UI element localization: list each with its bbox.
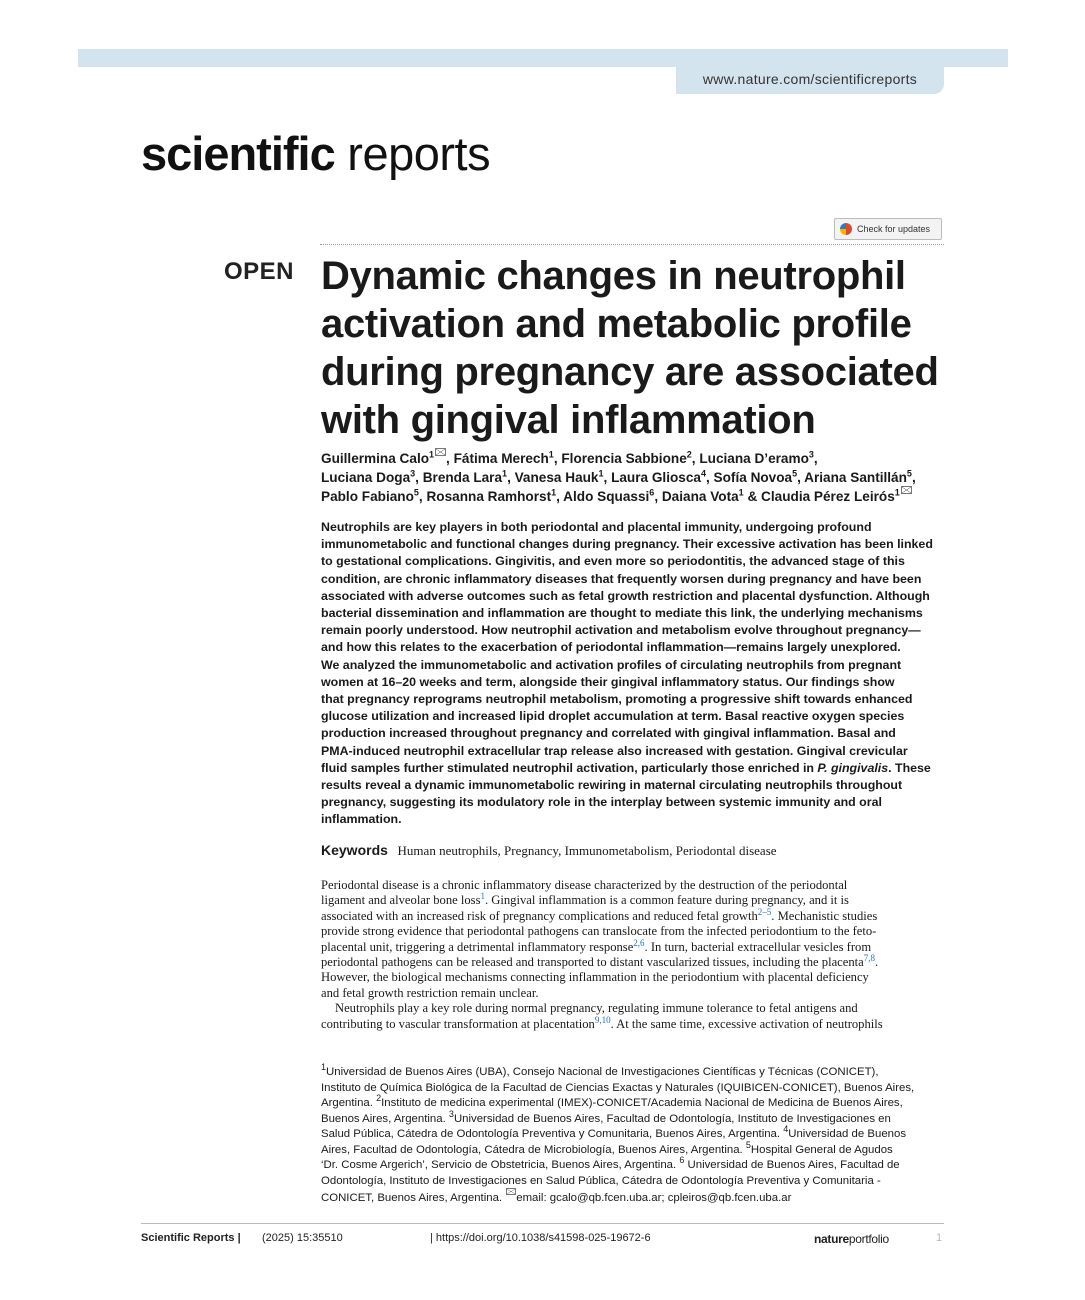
journal-logo[interactable]	[141, 124, 490, 184]
text-line: Aires, Facultad de Odontología, Cátedra de Microbiología, Buenos Aires, Argentina. $^5$Hospital General de Agudos	[321, 1139, 893, 1156]
text-line: to gestational complications. Gingivitis, and even more so periodontitis, the advanced stage of this	[321, 554, 905, 569]
brand-bold: nature	[814, 1232, 849, 1246]
superscript-ref[interactable]: 1	[738, 487, 744, 498]
superscript-ref[interactable]: 3	[410, 468, 416, 479]
body-text	[321, 878, 945, 1032]
text-line: results reveal a dynamic immunometabolic rewiring in maternal circulating neutrophils throughout	[321, 778, 903, 793]
superscript-ref[interactable]: 6	[649, 487, 655, 498]
superscript-ref[interactable]: 1	[551, 487, 557, 498]
envelope-icon[interactable]	[435, 448, 446, 456]
author-list	[321, 449, 951, 506]
superscript-ref[interactable]: 1	[502, 468, 508, 479]
superscript-ref[interactable]: 1	[598, 468, 604, 479]
italic-text: P. gingivalis	[817, 760, 889, 775]
text-line: and how this relates to the exacerbation of periodontal inflammation—remains largely unexplored.	[321, 640, 901, 655]
footer-doi-link[interactable]: | https://doi.org/10.1038/s41598-025-19672-6	[430, 1232, 651, 1244]
check-for-updates-label: Check for updates	[857, 224, 931, 234]
text-line: associated with adverse outcomes such as fetal growth restriction and placental dysfunction. Although	[321, 588, 930, 603]
superscript-ref[interactable]: 5	[792, 468, 798, 479]
text-line: placental unit, triggering a detrimental inflammatory response$^{2,6}$. In turn, bacterial extracellular vesicles from	[321, 937, 872, 954]
crossmark-icon	[840, 223, 852, 235]
article-title: Dynamic changes in neutrophil activation and metabolic profile during pregnancy are associated with gingival inflammation	[321, 254, 939, 442]
text-line: Pablo Fabiano$^5$, Rosanna Ramhorst$^1$, Aldo Squassi$^6$, Daiana Vota$^1$ & Claudia Pérez Leirós$^1$	[321, 487, 951, 506]
superscript-ref[interactable]: 5	[906, 468, 912, 479]
text-line: Odontología, Instituto de Investigaciones en Salud Pública, Cátedra de Odontología Preventiva y Comunitaria -	[321, 1174, 881, 1187]
text-line: Buenos Aires, Argentina. $^3$Universidad de Buenos Aires, Facultad de Odontología, Instituto de Investigaciones en	[321, 1108, 891, 1125]
text-line: Periodontal disease is a chronic inflammatory disease characterized by the destruction of the periodontal	[321, 878, 848, 892]
footer-journal: Scientific Reports |	[141, 1232, 241, 1244]
superscript-ref[interactable]: 7,8	[863, 952, 875, 963]
superscript-ref[interactable]: 2	[376, 1093, 382, 1104]
text-line: contributing to vascular transformation at placentation$^{9,10}$. At the same time, excessive activation of neutrophils	[321, 1014, 883, 1031]
abstract	[321, 519, 945, 829]
text-line: and fetal growth restriction remain unclear.	[321, 985, 539, 1000]
text-line: fluid samples further stimulated neutrophil activation, particularly those enriched in P. gingivalis. These	[321, 760, 931, 775]
text-line: Guillermina Calo$^1$ , Fátima Merech$^1$, Florencia Sabbione$^2$, Luciana D’eramo$^3$,	[321, 449, 818, 466]
superscript-ref[interactable]: 1	[480, 891, 485, 902]
text-line: bacterial dissemination and inflammation are thought to mediate this link, the underlying mechanisms	[321, 606, 923, 621]
text-line: that pregnancy reprograms neutrophil metabolism, promoting a progressive shift towards enhanced	[321, 692, 913, 707]
text-line: women at 16–20 weeks and term, alongside their gingival inflammatory status. Our findings show	[321, 674, 895, 689]
journal-logo-bold: scientific	[141, 127, 335, 180]
superscript-ref[interactable]: 4	[700, 468, 706, 479]
text-line: Salud Pública, Cátedra de Odontología Preventiva y Comunitaria, Buenos Aires, Argentina. $^4$Universidad de Buenos	[321, 1124, 907, 1140]
text-line: immunometabolic and functional changes during pregnancy. Their excessive activation has been linked	[321, 537, 933, 552]
nature-portfolio-logo	[814, 1232, 889, 1246]
keywords-list: Human neutrophils, Pregnancy, Immunometabolism, Periodontal disease	[397, 843, 777, 858]
text-line: ligament and alveolar bone loss$^1$. Gingival inflammation is a common feature during pregnancy, and it is	[321, 891, 849, 908]
open-access-label: OPEN	[224, 258, 295, 285]
text-line: provide strong evidence that periodontal pathogens can translocate from the infected periodontium to the feto-	[321, 924, 877, 939]
text-line: Argentina. $^2$Instituto de medicina experimental (IMEX)-CONICET/Academia Nacional de Medicina de Buenos Aires,	[321, 1093, 903, 1109]
footer-divider	[141, 1223, 944, 1224]
envelope-icon[interactable]	[901, 486, 912, 494]
superscript-ref[interactable]: 2	[686, 449, 692, 460]
journal-logo-light: reports	[334, 127, 491, 180]
superscript-ref[interactable]: 1	[321, 1062, 327, 1073]
brand-light: portfolio	[848, 1232, 889, 1246]
superscript-ref[interactable]: 9,10	[594, 1014, 611, 1025]
superscript-ref[interactable]: 4	[783, 1124, 789, 1135]
text-line: remain poorly understood. How neutrophil activation and metabolism evolve throughout pregnancy—	[321, 623, 921, 638]
text-line: CONICET, Buenos Aires, Argentina. email: gcalo@qb.fcen.uba.ar; cpleiros@qb.fcen.uba.ar	[321, 1189, 947, 1206]
superscript-ref[interactable]: 2–5	[757, 906, 772, 917]
superscript-ref[interactable]: 1	[548, 449, 554, 460]
text-line: inflammation.	[321, 812, 402, 827]
text-line: However, the biological mechanisms connecting inflammation in the periodontium with placental deficiency	[321, 970, 869, 985]
title-divider	[320, 244, 944, 245]
text-line: Luciana Doga$^3$, Brenda Lara$^1$, Vanesa Hauk$^1$, Laura Gliosca$^4$, Sofía Novoa$^5$, Ariana Santillán$^5$,	[321, 468, 916, 485]
check-for-updates-button[interactable]	[834, 218, 942, 240]
keywords	[321, 842, 777, 859]
envelope-icon[interactable]	[506, 1188, 516, 1195]
text-line: periodontal pathogens can be released and transported to distant vascularized tissues, including the placenta$^{7,8}$.	[321, 952, 879, 970]
text-line: Neutrophils play a key role during normal pregnancy, regulating immune tolerance to fetal antigens and	[335, 1001, 858, 1016]
text-line: ‘Dr. Cosme Argerich’, Servicio de Obstetricia, Buenos Aires, Argentina. $^6$ Universidad de Buenos Aires, Facultad de	[321, 1155, 900, 1171]
superscript-ref[interactable]: 3	[448, 1108, 454, 1119]
journal-url-link[interactable]: www.nature.com/scientificreports	[676, 67, 944, 94]
text-line: PMA-induced neutrophil extracellular trap release also increased with gestation. Gingival crevicular	[321, 743, 908, 758]
header-band	[78, 49, 1008, 67]
superscript-ref[interactable]: 6	[679, 1155, 685, 1166]
text-line: Instituto de Química Biológica de la Facultad de Ciencias Exactas y Naturales (IQUIBICEN-CONICET), Buenos Aires,	[321, 1081, 915, 1094]
text-line: We analyzed the immunometabolic and activation profiles of circulating neutrophils from pregnant	[321, 657, 902, 672]
text-line: glucose utilization and increased lipid droplet accumulation at term. Basal reactive oxygen species	[321, 709, 905, 724]
affiliations	[321, 1062, 947, 1206]
superscript-ref[interactable]: 1	[894, 487, 900, 498]
text-line: $^1$Universidad de Buenos Aires (UBA), Consejo Nacional de Investigaciones Científicas y Técnicas (CONICET),	[321, 1062, 879, 1078]
text-line: pregnancy, suggesting its modulatory role in the interplay between systemic immunity and oral	[321, 795, 882, 810]
keywords-label: Keywords	[321, 842, 388, 858]
text-line: production increased throughout pregnancy and correlated with gingival inflammation. Basal and	[321, 726, 896, 741]
superscript-ref[interactable]: 1	[429, 449, 435, 460]
superscript-ref[interactable]: 2,6	[633, 937, 645, 948]
superscript-ref[interactable]: 5	[745, 1139, 751, 1150]
superscript-ref[interactable]: 3	[808, 449, 814, 460]
superscript-ref[interactable]: 5	[413, 487, 419, 498]
page-number: 1	[936, 1232, 943, 1244]
footer-volume: (2025) 15:35510	[262, 1232, 343, 1244]
text-line: condition, are chronic inflammatory diseases that frequently worsen during pregnancy and have been	[321, 571, 922, 586]
text-line: Neutrophils are key players in both periodontal and placental immunity, undergoing profound	[321, 520, 872, 534]
text-line: associated with an increased risk of pregnancy complications and reduced fetal growth$^{2-5}$. Mechanistic studies	[321, 906, 878, 923]
